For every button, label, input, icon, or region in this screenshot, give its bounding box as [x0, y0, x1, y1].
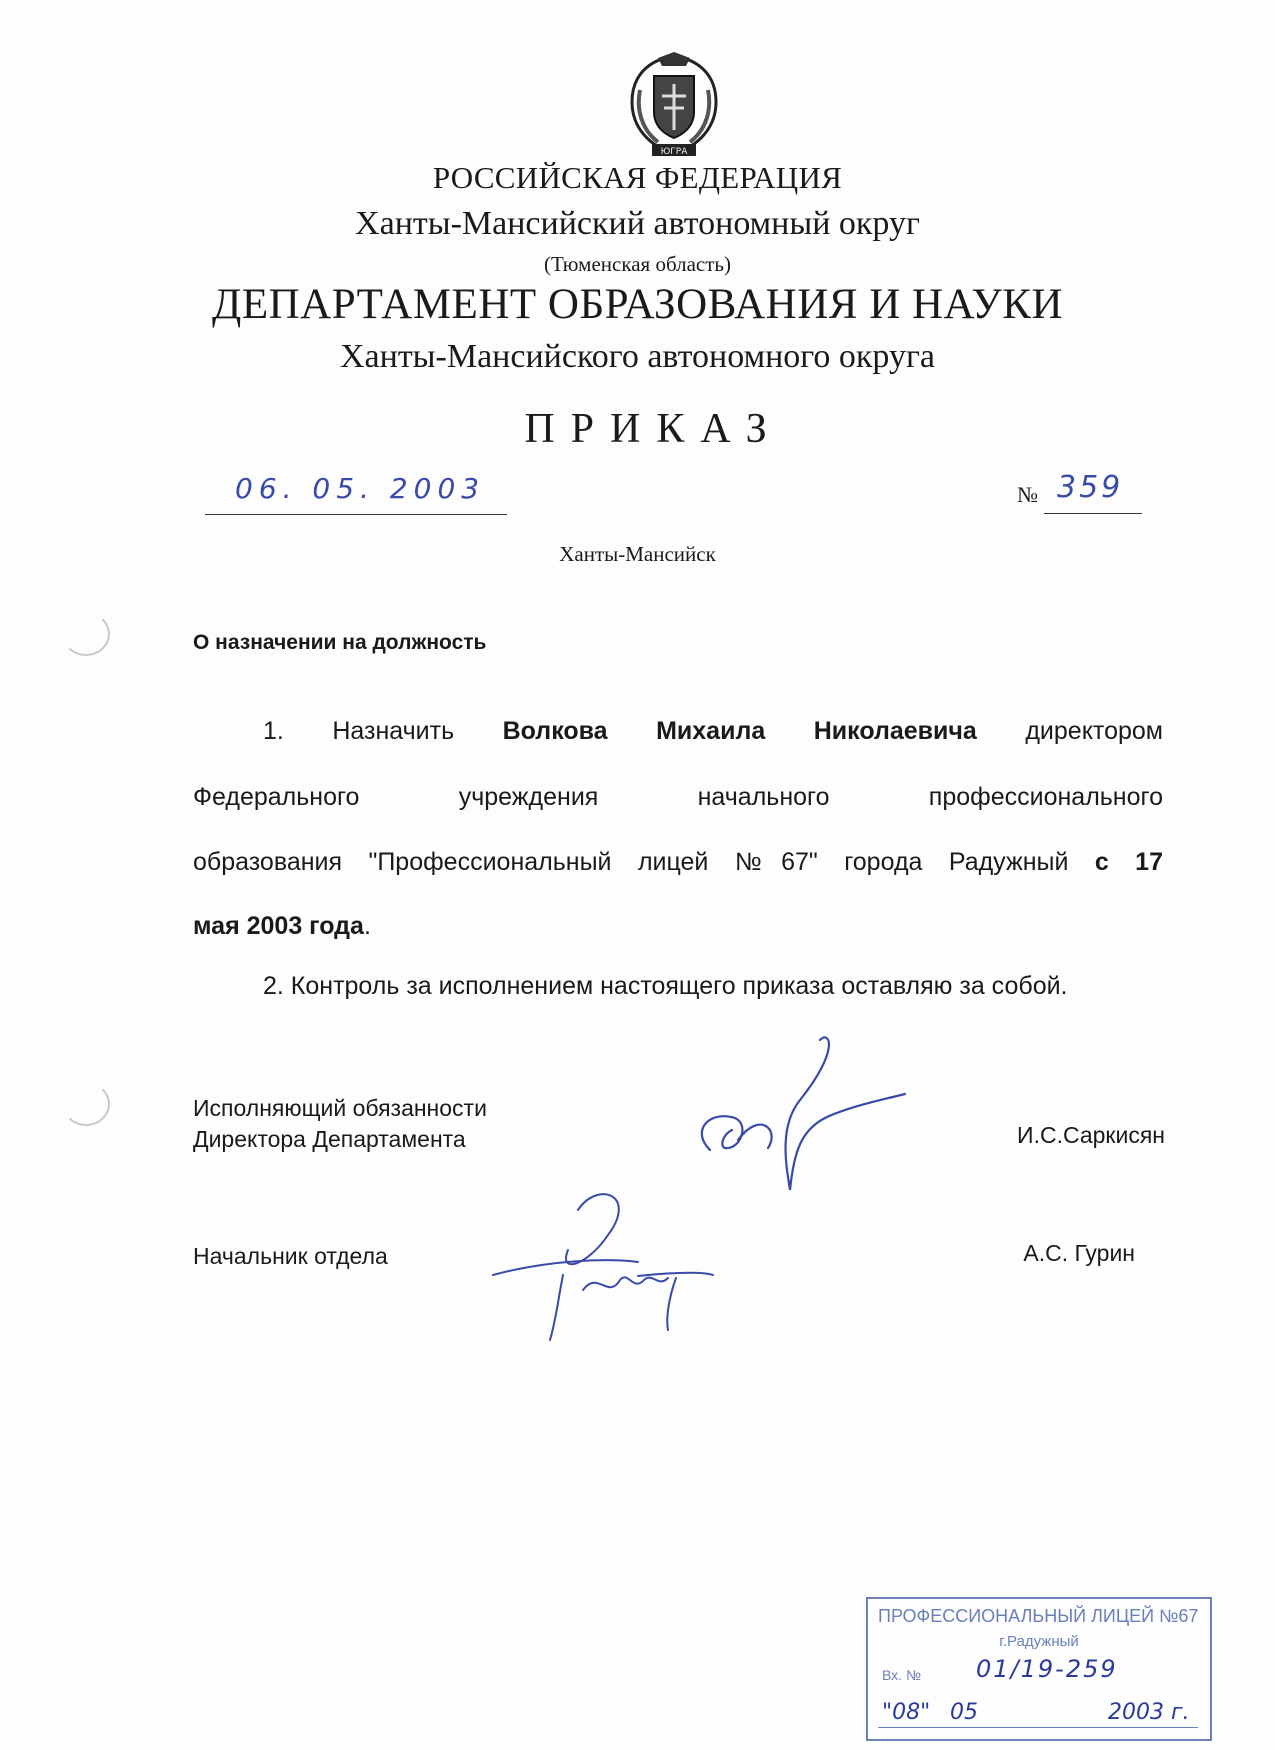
body-paragraph-5: 2. Контроль за исполнением настоящего приказа оставляю за собой.: [263, 972, 1068, 1000]
p3-bold: с 17: [1094, 848, 1163, 876]
p3-main: образования "Профессиональный лицей №67" города Радужный: [193, 848, 1069, 876]
order-date: 06. 05. 2003: [235, 472, 486, 505]
head-name: А.С. Гурин: [1023, 1240, 1135, 1266]
p1-lead: 1. Назначить: [263, 717, 455, 745]
punch-hole-mark: [62, 612, 110, 656]
coat-of-arms-icon: [618, 50, 730, 162]
header-region: Ханты-Мансийский автономный округ: [355, 205, 920, 242]
emblem-label: ЮГРА: [660, 147, 688, 157]
header-department-region: Ханты-Мансийского автономного округа: [339, 338, 936, 375]
order-number-label: №: [1017, 482, 1038, 507]
order-number-underline: [1044, 513, 1142, 514]
order-subject: О назначении на должность: [193, 631, 487, 654]
stamp-reg-number: 01/19-259: [976, 1655, 1118, 1683]
order-city: Ханты-Мансийск: [559, 542, 716, 566]
order-date-field: [205, 470, 507, 515]
order-number: 359: [1057, 470, 1124, 505]
body-paragraph-4: [193, 912, 1163, 941]
order-number-field: [1017, 470, 1142, 514]
acting-title-line-1: Исполняющий обязанности: [193, 1095, 487, 1121]
stamp-month: 05: [950, 1700, 978, 1725]
header-oblast: (Тюменская область): [543, 252, 731, 276]
order-title: ПРИКАЗ: [524, 406, 783, 452]
p1-tail: директором: [1025, 717, 1163, 745]
stamp-city: г.Радужный: [999, 1633, 1079, 1650]
punch-hole-mark: [62, 1082, 110, 1126]
registration-stamp: [866, 1597, 1212, 1741]
acting-director-name: И.С.Саркисян: [1017, 1122, 1165, 1148]
appointee-name: Волкова Михаила Николаевича: [502, 717, 977, 745]
stamp-underline: [878, 1727, 1198, 1728]
p4-tail: .: [363, 912, 371, 940]
start-date: мая 2003 года: [193, 912, 364, 940]
header-department: ДЕПАРТАМЕНТ ОБРАЗОВАНИЯ И НАУКИ: [212, 281, 1063, 328]
body-paragraph-2: Федерального учреждения начального профессионального: [193, 783, 1163, 811]
stamp-org: ПРОФЕССИОНАЛЬНЫЙ ЛИЦЕЙ №67: [878, 1606, 1199, 1626]
director-signature: [690, 1030, 910, 1210]
body-paragraph-3: [193, 848, 1163, 877]
body-paragraph-1: [263, 717, 1163, 746]
acting-title-line-2: Директора Департамента: [193, 1126, 466, 1152]
stamp-day: "08": [882, 1700, 931, 1725]
head-signature: [488, 1180, 718, 1355]
stamp-year: 2003 г.: [1108, 1700, 1190, 1725]
stamp-reg-label: Вх. №: [882, 1667, 921, 1683]
head-title: Начальник отдела: [193, 1243, 388, 1269]
header-country: РОССИЙСКАЯ ФЕДЕРАЦИЯ: [432, 160, 843, 195]
